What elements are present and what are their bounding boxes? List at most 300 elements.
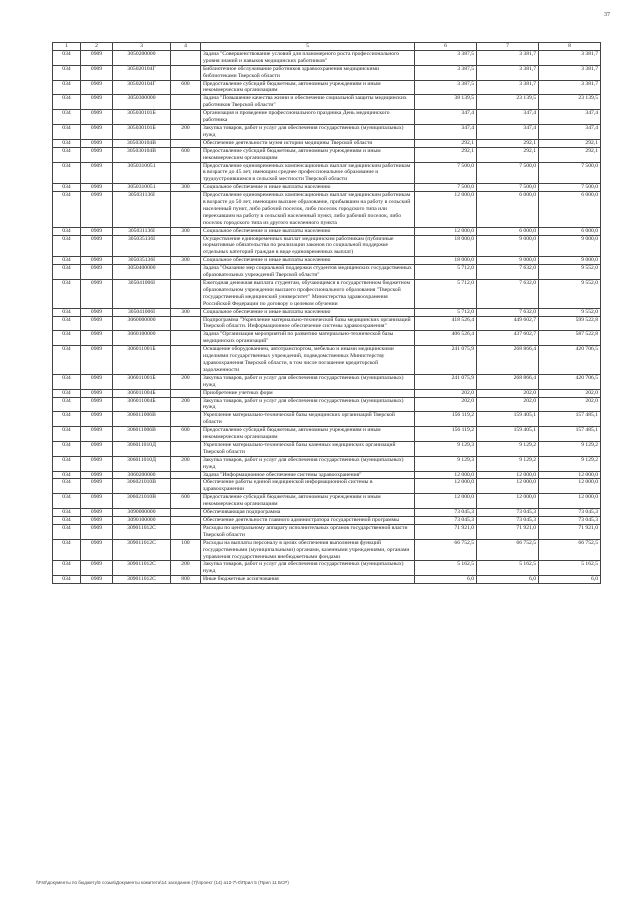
- cell-target: 309011012С: [113, 561, 171, 576]
- cell-target: 306011004Б: [113, 389, 171, 397]
- file-path-footer: \\Fs0\документы по бюджету\6 созыв\Документы комитета\14 заседание (7)\проект (14) а12-7\-0\Прил 5 (Прил 11 БСР): [36, 880, 289, 885]
- cell-section: 0909: [81, 265, 113, 280]
- cell-expense-type: 100: [171, 539, 201, 561]
- table-row: [53, 124, 601, 139]
- cell-section: 0909: [81, 280, 113, 309]
- cell-section: 0909: [81, 524, 113, 539]
- cell-amount-year3: 9 000,0: [539, 235, 601, 257]
- cell-amount-year3: 73 045,3: [539, 509, 601, 517]
- table-row: [53, 147, 601, 162]
- cell-section: 0909: [81, 494, 113, 509]
- cell-expense-type: [171, 95, 201, 110]
- cell-ministry: 034: [53, 139, 81, 147]
- cell-description: Организация и проведение профессионального праздника День медицинского работника: [201, 110, 415, 125]
- table-header-row: [53, 43, 601, 51]
- cell-ministry: 034: [53, 441, 81, 456]
- cell-amount-year2: 159 405,1: [477, 427, 539, 442]
- cell-amount-year1: 12 000,0: [415, 192, 477, 228]
- cell-amount-year3: 202,0: [539, 389, 601, 397]
- cell-amount-year2: 7 632,0: [477, 280, 539, 309]
- table-row: [53, 235, 601, 257]
- cell-amount-year1: 406 526,4: [415, 331, 477, 346]
- cell-amount-year2: 12 000,0: [477, 479, 539, 494]
- cell-amount-year1: 347,4: [415, 124, 477, 139]
- cell-amount-year1: 12 000,0: [415, 227, 477, 235]
- cell-expense-type: [171, 139, 201, 147]
- column-header: 3: [113, 43, 171, 51]
- cell-amount-year2: 9 000,0: [477, 257, 539, 265]
- table-row: [53, 65, 601, 80]
- cell-target: 305030104В: [113, 147, 171, 162]
- cell-description: Расходы по центральному аппарату исполнительных органов государственной власти Тверской области: [201, 524, 415, 539]
- cell-amount-year1: 156 119,2: [415, 412, 477, 427]
- cell-target: 3060200000: [113, 471, 171, 479]
- cell-target: 306021010В: [113, 479, 171, 494]
- cell-amount-year3: 9 129,2: [539, 456, 601, 471]
- cell-description: Предоставление субсидий бюджетным, автономным учреждениям и иным некоммерческим организациям: [201, 494, 415, 509]
- cell-amount-year2: 6,0: [477, 576, 539, 584]
- cell-amount-year1: 5 712,0: [415, 280, 477, 309]
- cell-section: 0909: [81, 192, 113, 228]
- cell-amount-year3: 420 706,5: [539, 346, 601, 375]
- cell-amount-year1: 66 752,5: [415, 539, 477, 561]
- cell-ministry: 034: [53, 509, 81, 517]
- cell-amount-year3: 12 000,0: [539, 494, 601, 509]
- cell-amount-year2: 12 000,0: [477, 494, 539, 509]
- cell-amount-year2: 73 045,3: [477, 517, 539, 525]
- cell-target: 3050400000: [113, 265, 171, 280]
- cell-section: 0909: [81, 331, 113, 346]
- cell-description: Задача "Оказание мер социальной поддержки студентов медицинских государственных образовательных учреждений Тверской области": [201, 265, 415, 280]
- table-row: [53, 374, 601, 389]
- cell-ministry: 034: [53, 227, 81, 235]
- cell-amount-year3: 3 381,7: [539, 80, 601, 95]
- cell-ministry: 034: [53, 427, 81, 442]
- cell-section: 0909: [81, 95, 113, 110]
- table-row: [53, 427, 601, 442]
- cell-amount-year2: 12 000,0: [477, 471, 539, 479]
- cell-amount-year3: 7 500,0: [539, 184, 601, 192]
- cell-target: 3060100000: [113, 331, 171, 346]
- cell-target: 3050310051: [113, 184, 171, 192]
- table-row: [53, 227, 601, 235]
- cell-amount-year1: 6,0: [415, 576, 477, 584]
- cell-ministry: 034: [53, 80, 81, 95]
- column-header: 4: [171, 43, 201, 51]
- cell-amount-year1: 9 129,3: [415, 456, 477, 471]
- cell-expense-type: 600: [171, 80, 201, 95]
- cell-amount-year2: 7 500,0: [477, 184, 539, 192]
- cell-description: Задача "Совершенствование условий для планомерного роста профессионального уровня знаний и навыков медицинских работников": [201, 50, 415, 65]
- cell-expense-type: [171, 65, 201, 80]
- table-row: [53, 110, 601, 125]
- cell-expense-type: 200: [171, 124, 201, 139]
- table-row: [53, 576, 601, 584]
- cell-description: Задача "Организация мероприятий по развитию материально-технической базы медицинских организаций": [201, 331, 415, 346]
- cell-amount-year2: 449 602,7: [477, 316, 539, 331]
- cell-ministry: 034: [53, 110, 81, 125]
- cell-amount-year3: 5 162,5: [539, 561, 601, 576]
- column-header: 1: [53, 43, 81, 51]
- column-header: 2: [81, 43, 113, 51]
- table-row: [53, 257, 601, 265]
- cell-amount-year3: 292,1: [539, 147, 601, 162]
- cell-amount-year1: 292,1: [415, 139, 477, 147]
- cell-description: Обеспечение деятельности музея истории медицины Тверской области: [201, 139, 415, 147]
- cell-amount-year1: 202,0: [415, 397, 477, 412]
- cell-ministry: 034: [53, 235, 81, 257]
- cell-section: 0909: [81, 397, 113, 412]
- cell-amount-year3: 347,4: [539, 110, 601, 125]
- cell-amount-year2: 71 921,0: [477, 524, 539, 539]
- cell-description: Социальное обеспечение и иные выплаты населению: [201, 257, 415, 265]
- cell-amount-year3: 9 552,0: [539, 265, 601, 280]
- cell-section: 0909: [81, 110, 113, 125]
- table-row: [53, 539, 601, 561]
- cell-amount-year1: 12 000,0: [415, 471, 477, 479]
- cell-expense-type: [171, 265, 201, 280]
- cell-target: 305031136I: [113, 227, 171, 235]
- cell-section: 0909: [81, 441, 113, 456]
- cell-amount-year2: 7 632,0: [477, 265, 539, 280]
- cell-section: 0909: [81, 346, 113, 375]
- cell-ministry: 034: [53, 331, 81, 346]
- cell-amount-year2: 66 752,5: [477, 539, 539, 561]
- cell-amount-year1: 18 000,0: [415, 257, 477, 265]
- cell-amount-year2: 9 000,0: [477, 235, 539, 257]
- table-row: [53, 192, 601, 228]
- cell-amount-year3: 3 381,7: [539, 65, 601, 80]
- cell-description: Закупка товаров, работ и услуг для обеспечения государственных (муниципальных) нужд: [201, 397, 415, 412]
- cell-amount-year3: 347,4: [539, 124, 601, 139]
- cell-target: 306011006В: [113, 427, 171, 442]
- cell-amount-year3: 6 000,0: [539, 227, 601, 235]
- cell-section: 0909: [81, 162, 113, 184]
- cell-ministry: 034: [53, 50, 81, 65]
- cell-target: 309011012С: [113, 539, 171, 561]
- cell-section: 0909: [81, 561, 113, 576]
- cell-amount-year1: 38 139,5: [415, 95, 477, 110]
- table-row: [53, 95, 601, 110]
- cell-section: 0909: [81, 80, 113, 95]
- cell-expense-type: [171, 471, 201, 479]
- cell-description: Укрепление материально-технической базы казенных медицинских организаций Тверской области: [201, 441, 415, 456]
- cell-ministry: 034: [53, 456, 81, 471]
- cell-amount-year2: 9 129,2: [477, 456, 539, 471]
- cell-expense-type: 300: [171, 184, 201, 192]
- cell-ministry: 034: [53, 308, 81, 316]
- cell-expense-type: [171, 517, 201, 525]
- cell-description: Социальное обеспечение и иные выплаты населению: [201, 308, 415, 316]
- cell-amount-year3: 292,1: [539, 139, 601, 147]
- cell-expense-type: [171, 346, 201, 375]
- cell-target: 305030101Б: [113, 110, 171, 125]
- cell-expense-type: [171, 192, 201, 228]
- cell-ministry: 034: [53, 65, 81, 80]
- cell-section: 0909: [81, 50, 113, 65]
- cell-target: 306011001Б: [113, 374, 171, 389]
- cell-amount-year1: 241 075,9: [415, 374, 477, 389]
- cell-section: 0909: [81, 65, 113, 80]
- cell-amount-year1: 5 712,0: [415, 265, 477, 280]
- cell-amount-year3: 157 485,1: [539, 412, 601, 427]
- cell-amount-year1: 7 500,0: [415, 162, 477, 184]
- cell-expense-type: [171, 389, 201, 397]
- column-header: 7: [477, 43, 539, 51]
- cell-ministry: 034: [53, 257, 81, 265]
- cell-amount-year2: 202,0: [477, 397, 539, 412]
- cell-amount-year3: 9 552,0: [539, 308, 601, 316]
- cell-target: 306011010Д: [113, 441, 171, 456]
- table-row: [53, 162, 601, 184]
- table-row: [53, 346, 601, 375]
- cell-amount-year1: 71 921,0: [415, 524, 477, 539]
- cell-description: Закупка товаров, работ и услуг для обеспечения государственных (муниципальных) нужд: [201, 561, 415, 576]
- cell-expense-type: 600: [171, 147, 201, 162]
- cell-section: 0909: [81, 509, 113, 517]
- cell-expense-type: [171, 50, 201, 65]
- cell-expense-type: [171, 412, 201, 427]
- cell-amount-year2: 3 381,7: [477, 65, 539, 80]
- cell-amount-year3: 9 552,0: [539, 280, 601, 309]
- cell-amount-year3: 6,0: [539, 576, 601, 584]
- cell-amount-year2: 7 632,0: [477, 308, 539, 316]
- cell-amount-year1: 7 500,0: [415, 184, 477, 192]
- cell-section: 0909: [81, 412, 113, 427]
- cell-section: 0909: [81, 124, 113, 139]
- cell-amount-year2: 6 000,0: [477, 227, 539, 235]
- cell-amount-year1: 241 075,9: [415, 346, 477, 375]
- cell-description: Оснащение оборудованием, автотранспортом, мебелью и иными медицинскими изделиями государственных учреждений, подведомственных Министерству здравоохранения Тверской области, в том числе погашение кредиторской задолженности: [201, 346, 415, 375]
- cell-expense-type: [171, 524, 201, 539]
- cell-amount-year1: 12 000,0: [415, 494, 477, 509]
- table-row: [53, 471, 601, 479]
- cell-amount-year3: 12 000,0: [539, 479, 601, 494]
- cell-amount-year3: 3 381,7: [539, 50, 601, 65]
- cell-expense-type: 600: [171, 427, 201, 442]
- cell-description: Задача "Повышение качества жизни и обеспечение социальной защиты медицинских работников Тверской области": [201, 95, 415, 110]
- cell-target: 305031136I: [113, 192, 171, 228]
- cell-amount-year2: 347,4: [477, 110, 539, 125]
- cell-ministry: 034: [53, 412, 81, 427]
- cell-target: 305041006I: [113, 308, 171, 316]
- cell-description: Социальное обеспечение и иные выплаты населению: [201, 227, 415, 235]
- cell-expense-type: [171, 280, 201, 309]
- cell-target: 305035136I: [113, 235, 171, 257]
- cell-amount-year1: 3 387,5: [415, 80, 477, 95]
- cell-target: 306011004Б: [113, 397, 171, 412]
- cell-amount-year3: 202,0: [539, 397, 601, 412]
- budget-table: [52, 42, 601, 584]
- cell-amount-year1: 5 162,5: [415, 561, 477, 576]
- table-row: [53, 184, 601, 192]
- column-header: 6: [415, 43, 477, 51]
- cell-amount-year1: 9 129,3: [415, 441, 477, 456]
- cell-amount-year1: 418 526,4: [415, 316, 477, 331]
- table-row: [53, 139, 601, 147]
- cell-section: 0909: [81, 427, 113, 442]
- cell-target: 305041006I: [113, 280, 171, 309]
- cell-description: Ежегодная денежная выплата студентам, обучающимся в государственном бюджетном образовательном учреждении высшего профессионального образования "Тверской государственный медицинский университет" Министерства здравоохранения Российской Федерации по договору о целевом обучении: [201, 280, 415, 309]
- cell-ministry: 034: [53, 524, 81, 539]
- table-row: [53, 479, 601, 494]
- cell-description: Обеспечение деятельности главного администратора государственной программы: [201, 517, 415, 525]
- cell-target: 309011012С: [113, 576, 171, 584]
- cell-target: 306021010В: [113, 494, 171, 509]
- cell-ministry: 034: [53, 280, 81, 309]
- cell-target: 305035136I: [113, 257, 171, 265]
- cell-amount-year3: 12 000,0: [539, 471, 601, 479]
- cell-amount-year2: 202,0: [477, 389, 539, 397]
- table-row: [53, 331, 601, 346]
- cell-ministry: 034: [53, 147, 81, 162]
- cell-amount-year2: 159 405,1: [477, 412, 539, 427]
- cell-expense-type: 200: [171, 397, 201, 412]
- cell-description: Расходы на выплаты персоналу в целях обеспечения выполнения функций государственными (муниципальными) органами, казенными учреждениями, органами управления государственными внебюджетными фондами: [201, 539, 415, 561]
- cell-ministry: 034: [53, 346, 81, 375]
- cell-target: 306011001Б: [113, 346, 171, 375]
- table-row: [53, 280, 601, 309]
- cell-ministry: 034: [53, 162, 81, 184]
- cell-section: 0909: [81, 235, 113, 257]
- cell-ministry: 034: [53, 316, 81, 331]
- cell-amount-year2: 268 866,4: [477, 374, 539, 389]
- cell-section: 0909: [81, 374, 113, 389]
- cell-description: Подпрограмма "Укрепление материально-технической базы медицинских организаций Тверской области. Информационное обеспечение системы здравоохранения": [201, 316, 415, 331]
- table-row: [53, 494, 601, 509]
- cell-expense-type: 300: [171, 257, 201, 265]
- cell-amount-year3: 73 045,3: [539, 517, 601, 525]
- cell-amount-year3: 9 129,2: [539, 441, 601, 456]
- cell-target: 3090100000: [113, 517, 171, 525]
- table-row: [53, 50, 601, 65]
- cell-expense-type: [171, 441, 201, 456]
- cell-amount-year3: 71 921,0: [539, 524, 601, 539]
- cell-target: 309011012С: [113, 524, 171, 539]
- cell-amount-year2: 268 866,4: [477, 346, 539, 375]
- table-row: [53, 456, 601, 471]
- cell-section: 0909: [81, 308, 113, 316]
- cell-ministry: 034: [53, 184, 81, 192]
- cell-amount-year3: 6 000,0: [539, 192, 601, 228]
- cell-section: 0909: [81, 257, 113, 265]
- cell-description: Закупка товаров, работ и услуг для обеспечения государственных (муниципальных) нужд: [201, 374, 415, 389]
- cell-description: Осуществление единовременных выплат медицинским работникам (публичные нормативные обязательства по реализации законов по социальной поддержке отдельных категорий граждан в виде единовременных выплат): [201, 235, 415, 257]
- table-row: [53, 412, 601, 427]
- cell-target: 305030101Б: [113, 124, 171, 139]
- cell-expense-type: 300: [171, 308, 201, 316]
- cell-expense-type: 200: [171, 456, 201, 471]
- cell-ministry: 034: [53, 479, 81, 494]
- cell-target: 3050200000: [113, 50, 171, 65]
- cell-amount-year2: 292,1: [477, 147, 539, 162]
- cell-amount-year1: 12 000,0: [415, 479, 477, 494]
- cell-amount-year3: 420 706,5: [539, 374, 601, 389]
- cell-target: 305020104Г: [113, 80, 171, 95]
- cell-amount-year3: 66 752,5: [539, 539, 601, 561]
- cell-amount-year3: 587 522,8: [539, 331, 601, 346]
- cell-amount-year2: 3 381,7: [477, 50, 539, 65]
- cell-description: Библиотечное обслуживание работников здравоохранения медицинскими библиотеками Тверской области: [201, 65, 415, 80]
- cell-target: 306011006В: [113, 412, 171, 427]
- table-row: [53, 265, 601, 280]
- cell-description: Предоставление субсидий бюджетным, автономным учреждениям и иным некоммерческим организациям: [201, 80, 415, 95]
- cell-expense-type: [171, 162, 201, 184]
- table-row: [53, 561, 601, 576]
- cell-expense-type: [171, 331, 201, 346]
- cell-ministry: 034: [53, 389, 81, 397]
- cell-expense-type: 800: [171, 576, 201, 584]
- cell-amount-year2: 6 000,0: [477, 192, 539, 228]
- cell-amount-year2: 437 602,7: [477, 331, 539, 346]
- cell-ministry: 034: [53, 265, 81, 280]
- cell-amount-year1: 18 000,0: [415, 235, 477, 257]
- cell-description: Предоставление субсидий бюджетным, автономным учреждениям и иным некоммерческим организациям: [201, 427, 415, 442]
- cell-amount-year1: 3 387,5: [415, 50, 477, 65]
- cell-amount-year1: 347,4: [415, 110, 477, 125]
- cell-ministry: 034: [53, 561, 81, 576]
- cell-target: 3060000000: [113, 316, 171, 331]
- table-row: [53, 80, 601, 95]
- cell-description: Задача "Информационное обеспечение системы здравоохранения": [201, 471, 415, 479]
- table-row: [53, 517, 601, 525]
- cell-description: Социальное обеспечение и иные выплаты населению: [201, 184, 415, 192]
- cell-section: 0909: [81, 184, 113, 192]
- column-header: 8: [539, 43, 601, 51]
- cell-target: 306011010Д: [113, 456, 171, 471]
- cell-section: 0909: [81, 471, 113, 479]
- cell-target: 3050300000: [113, 95, 171, 110]
- table-row: [53, 389, 601, 397]
- cell-ministry: 034: [53, 374, 81, 389]
- cell-expense-type: 200: [171, 374, 201, 389]
- cell-description: Обеспечивающая подпрограмма: [201, 509, 415, 517]
- cell-amount-year1: 292,1: [415, 147, 477, 162]
- cell-section: 0909: [81, 139, 113, 147]
- cell-amount-year1: 73 045,3: [415, 509, 477, 517]
- cell-expense-type: [171, 235, 201, 257]
- table-row: [53, 509, 601, 517]
- cell-expense-type: [171, 479, 201, 494]
- cell-section: 0909: [81, 539, 113, 561]
- column-header: 5: [201, 43, 415, 51]
- cell-section: 0909: [81, 576, 113, 584]
- table-row: [53, 524, 601, 539]
- cell-amount-year3: 23 139,5: [539, 95, 601, 110]
- cell-amount-year2: 73 045,3: [477, 509, 539, 517]
- table-row: [53, 316, 601, 331]
- cell-amount-year2: 7 500,0: [477, 162, 539, 184]
- cell-description: Приобретение учетных форм: [201, 389, 415, 397]
- cell-description: Закупка товаров, работ и услуг для обеспечения государственных (муниципальных) нужд: [201, 456, 415, 471]
- cell-target: 305020104Г: [113, 65, 171, 80]
- cell-ministry: 034: [53, 397, 81, 412]
- cell-amount-year1: 3 387,5: [415, 65, 477, 80]
- cell-amount-year3: 9 000,0: [539, 257, 601, 265]
- cell-ministry: 034: [53, 95, 81, 110]
- cell-amount-year3: 7 500,0: [539, 162, 601, 184]
- cell-description: Предоставление единовременных компенсационных выплат медицинским работникам в возрасте до 50 лет, имеющим высшее образование, прибывшим на работу в сельский населенный пункт, либо рабочий поселок, либо поселок городского типа или переехавшим на работу в сельский населенный пункт, либо рабочий поселок, либо поселок городского типа из другого населенного пункта: [201, 192, 415, 228]
- cell-description: Обеспечение работы единой медицинской информационной системы в здравоохранении: [201, 479, 415, 494]
- cell-expense-type: [171, 316, 201, 331]
- cell-target: 3050310051: [113, 162, 171, 184]
- cell-amount-year1: 73 045,3: [415, 517, 477, 525]
- cell-ministry: 034: [53, 517, 81, 525]
- cell-expense-type: [171, 509, 201, 517]
- table-row: [53, 308, 601, 316]
- cell-ministry: 034: [53, 539, 81, 561]
- cell-expense-type: 600: [171, 494, 201, 509]
